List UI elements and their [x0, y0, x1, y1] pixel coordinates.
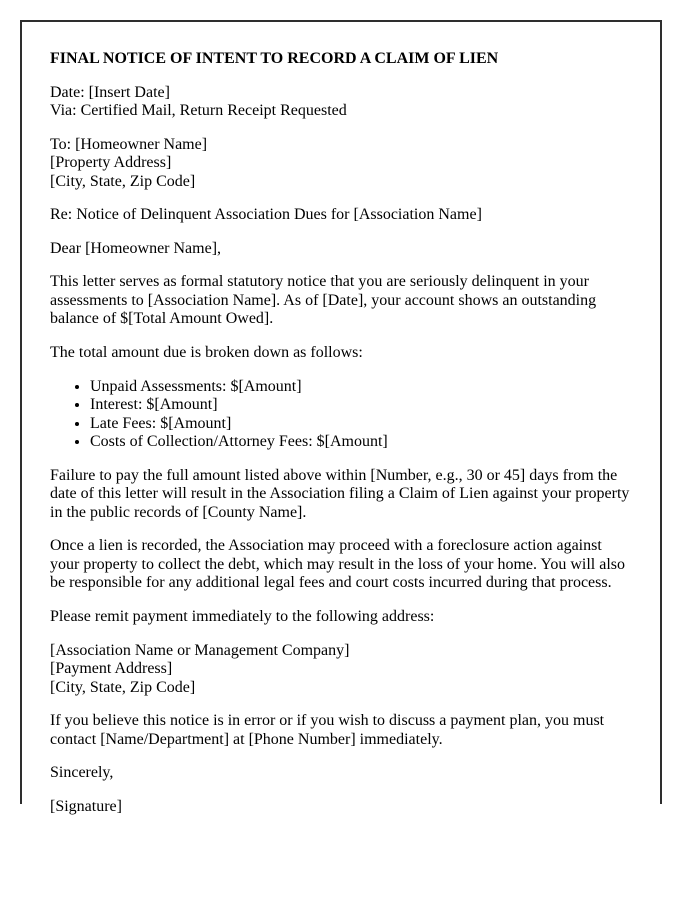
- letter-title: [50, 50, 632, 69]
- paragraph: [50, 712, 632, 749]
- paragraph-line: Please remit payment immediately to the following address:: [50, 608, 435, 626]
- paragraph-line: Via: Certified Mail, Return Receipt Requested: [50, 102, 347, 120]
- bullet-item: • Costs of Collection/Attorney Fees: $[Amount]: [90, 433, 632, 452]
- paragraph: [50, 240, 632, 259]
- paragraph-line: Failure to pay the full amount listed above within [Number, e.g., 30 or 45] days from the date of this letter will result in the Association filing a Claim of Lien against your property in the public records of [County Name].: [50, 466, 630, 521]
- paragraph: [50, 206, 632, 225]
- paragraph-line: Date: [Insert Date]: [50, 83, 170, 101]
- paragraph-line: [Association Name or Management Company]: [50, 641, 350, 659]
- paragraph: [50, 467, 632, 523]
- paragraph: [50, 136, 632, 192]
- paragraph-line: Re: Notice of Delinquent Association Dues for [Association Name]: [50, 206, 482, 224]
- paragraph-line: FINAL NOTICE OF INTENT TO RECORD A CLAIM OF LIEN: [50, 50, 499, 67]
- paragraph-line: [Signature]: [50, 797, 122, 815]
- paragraph: [50, 798, 632, 817]
- paragraph-line: [City, State, Zip Code]: [50, 172, 196, 190]
- paragraph: [50, 84, 632, 121]
- paragraph: [50, 642, 632, 698]
- paragraph: [50, 273, 632, 329]
- paragraph: [50, 608, 632, 627]
- paragraph: [50, 537, 632, 593]
- paragraph-line: If you believe this notice is in error or if you wish to discuss a payment plan, you must contact [Name/Department] at [Phone Number] immediately.: [50, 712, 605, 748]
- paragraph-line: Sincerely,: [50, 764, 114, 782]
- bullet-item: • Interest: $[Amount]: [90, 396, 632, 415]
- paragraph-line: Once a lien is recorded, the Association may proceed with a foreclosure action against your property to collect the debt, which may result in the loss of your home. You will also be responsible for any additional legal fees and court costs incurred during that process.: [50, 537, 626, 592]
- paragraph-line: [City, State, Zip Code]: [50, 678, 196, 696]
- paragraph-line: [Payment Address]: [50, 660, 173, 678]
- paragraph: [50, 344, 632, 363]
- paragraph-line: The total amount due is broken down as follows:: [50, 344, 363, 362]
- bullet-list: [50, 378, 632, 452]
- paragraph: [50, 764, 632, 783]
- bullet-item: • Unpaid Assessments: $[Amount]: [90, 378, 632, 397]
- paragraph-line: [Property Address]: [50, 154, 172, 172]
- letter-container: [20, 20, 662, 815]
- bullet-item: • Late Fees: $[Amount]: [90, 415, 632, 434]
- paragraph-line: To: [Homeowner Name]: [50, 135, 208, 153]
- paragraph-line: This letter serves as formal statutory notice that you are seriously delinquent in your assessments to [Association Name]. As of [Date], your account shows an outstanding balance of $[Total Amount Owed].: [50, 273, 597, 328]
- paragraph-line: Dear [Homeowner Name],: [50, 239, 222, 257]
